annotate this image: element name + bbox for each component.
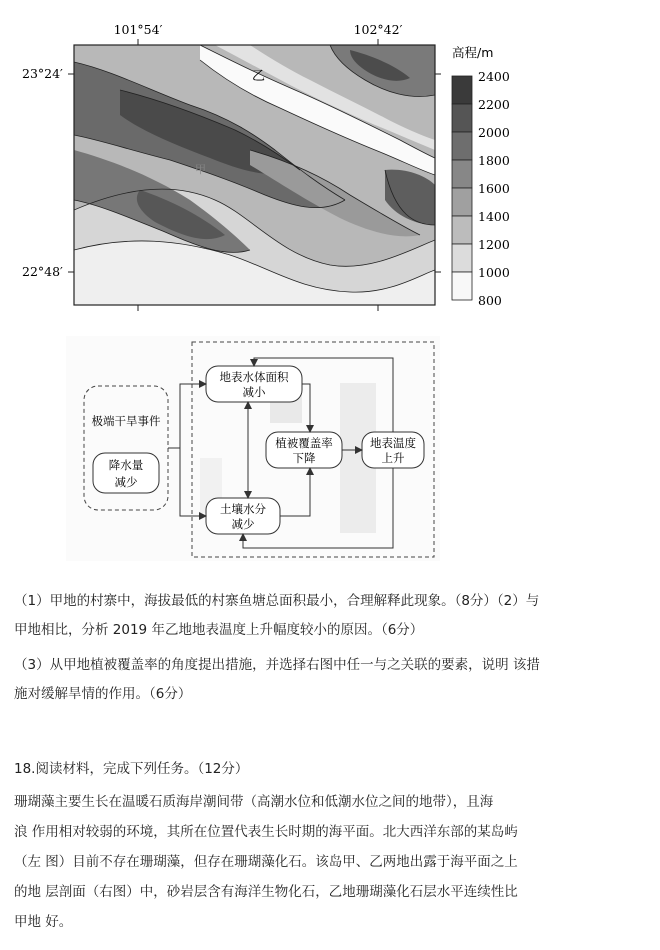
extreme-event-label: 极端干旱事件: [91, 414, 161, 428]
point-jia-label: 甲: [195, 163, 206, 176]
q18-line3: （左 图）目前不存在珊瑚藻，但存在珊瑚藻化石。该岛甲、乙两地出露于海平面之上: [14, 854, 518, 870]
legend-value-label: 1200: [478, 237, 510, 252]
legend-value-label: 2000: [478, 125, 510, 140]
drought-flow-diagram: [0, 328, 660, 563]
q18-line4: 的地 层剖面（右图）中，砂岩层含有海洋生物化石，乙地珊瑚藻化石层水平连续性比: [14, 884, 518, 900]
legend-title: 高程/m: [452, 45, 494, 60]
q18-line5: 甲地 好。: [14, 914, 73, 930]
legend-swatch: [452, 188, 472, 216]
lon-label-west: 101°54′: [113, 22, 163, 37]
legend-value-label: 2200: [478, 97, 510, 112]
legend-swatch: [452, 216, 472, 244]
legend-swatch: [452, 76, 472, 104]
legend-swatch: [452, 244, 472, 272]
rain-line1: 降水量: [108, 458, 144, 472]
soil-line1: 土壤水分: [220, 502, 266, 516]
question-3-line2: 施对缓解旱情的作用。（6分）: [14, 686, 192, 702]
legend-swatch: [452, 104, 472, 132]
water-line2: 减小: [242, 385, 266, 399]
legend-value-label: 1600: [478, 181, 510, 196]
legend-value-label: 800: [478, 293, 502, 308]
elevation-contours: [74, 45, 435, 305]
legend-value-label: 1000: [478, 265, 510, 280]
elevation-legend: [452, 76, 472, 300]
q18-heading: 18.阅读材料，完成下列任务。（12分）: [14, 761, 249, 777]
legend-value-label: 2400: [478, 69, 510, 84]
water-line1: 地表水体面积: [219, 370, 289, 384]
legend-swatch: [452, 160, 472, 188]
temp-line1: 地表温度: [370, 436, 416, 450]
legend-value-label: 1800: [478, 153, 510, 168]
question-1-2-line1: （1）甲地的村寨中，海拔最低的村寨鱼塘总面积最小，合理解释此现象。（8分）（2）与: [14, 593, 540, 609]
question-3-line1: （3）从甲地植被覆盖率的角度提出措施，并选择右图中任一与之关联的要素，说明 该措: [14, 657, 540, 673]
point-yi-label: 乙: [252, 69, 266, 84]
legend-swatch: [452, 272, 472, 300]
q18-line2: 浪 作用相对较弱的环境，其所在位置代表生长时期的海平面。北大西洋东部的某岛屿: [14, 824, 518, 840]
temp-line2: 上升: [381, 451, 405, 465]
soil-line2: 减少: [231, 517, 255, 531]
elevation-legend-labels: [478, 69, 510, 308]
elevation-map: [0, 0, 660, 320]
lon-label-east: 102°42′: [353, 22, 403, 37]
question-1-2-line2: 甲地相比，分析 2019 年乙地地表温度上升幅度较小的原因。（6分）: [14, 622, 424, 638]
veg-line1: 植被覆盖率: [275, 436, 333, 450]
veg-line2: 下降: [292, 451, 316, 465]
rain-line2: 减少: [114, 475, 138, 489]
legend-value-label: 1400: [478, 209, 510, 224]
q18-line1: 珊瑚藻主要生长在温暖石质海岸潮间带（高潮水位和低潮水位之间的地带），且海: [14, 794, 494, 810]
legend-swatch: [452, 132, 472, 160]
lat-label-south: 22°48′: [22, 264, 63, 279]
lat-label-north: 23°24′: [22, 66, 63, 81]
